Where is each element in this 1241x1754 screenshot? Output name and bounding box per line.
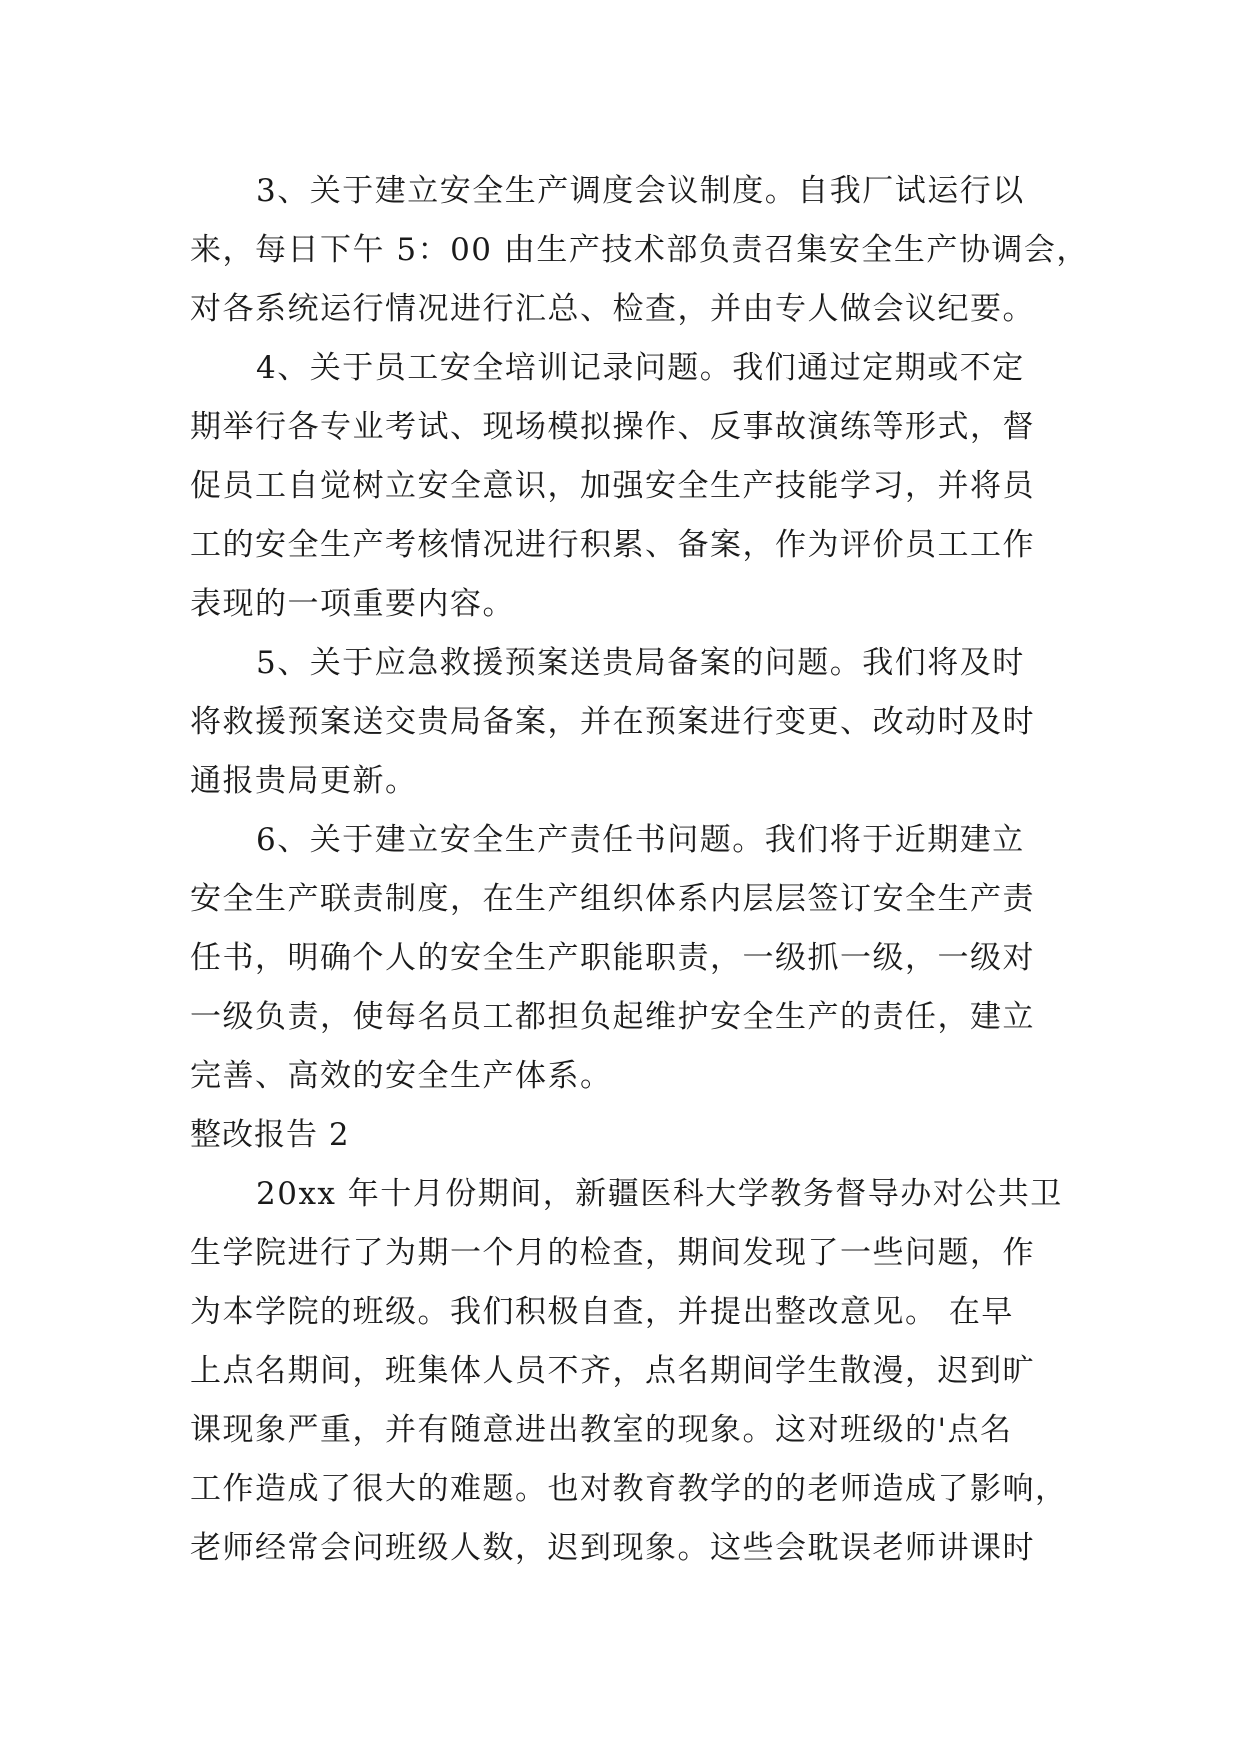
text-line: 生学院进行了为期一个月的检查，期间发现了一些问题，作: [190, 1235, 1035, 1271]
text-line: 工的安全生产考核情况进行积累、备案，作为评价员工工作: [190, 527, 1035, 563]
text-line: 表现的一项重要内容。: [190, 586, 515, 622]
text-line: 安全生产联责制度，在生产组织体系内层层签订安全生产责: [190, 881, 1035, 917]
text-line: 促员工自觉树立安全意识，加强安全生产技能学习，并将员: [190, 468, 1035, 504]
text-line: 工作造成了很大的难题。也对教育教学的的老师造成了影响，: [190, 1471, 1068, 1507]
text-line: 3、关于建立安全生产调度会议制度。自我厂试运行以: [256, 173, 1025, 209]
text-line: 课现象严重，并有随意进出教室的现象。这对班级的'点名: [190, 1412, 1013, 1448]
text-line: 将救援预案送交贵局备案，并在预案进行变更、改动时及时: [190, 704, 1035, 740]
text-line: 20xx 年十月份期间，新疆医科大学教务督导办对公共卫: [256, 1176, 1063, 1212]
text-line: 5、关于应急救援预案送贵局备案的问题。我们将及时: [256, 645, 1025, 681]
section-heading: 整改报告 2: [190, 1117, 350, 1153]
text-line: 老师经常会问班级人数，迟到现象。这些会耽误老师讲课时: [190, 1530, 1035, 1566]
text-line: 一级负责，使每名员工都担负起维护安全生产的责任，建立: [190, 999, 1035, 1035]
document-body: [190, 162, 1089, 1578]
text-line: 上点名期间，班集体人员不齐，点名期间学生散漫，迟到旷: [190, 1353, 1035, 1389]
text-line: 来，每日下午 5：00 由生产技术部负责召集安全生产协调会，: [190, 232, 1089, 268]
text-line: 4、关于员工安全培训记录问题。我们通过定期或不定: [256, 350, 1025, 386]
text-line: 6、关于建立安全生产责任书问题。我们将于近期建立: [256, 822, 1025, 858]
text-line: 期举行各专业考试、现场模拟操作、反事故演练等形式，督: [190, 409, 1035, 445]
text-line: 为本学院的班级。我们积极自查，并提出整改意见。 在早: [190, 1294, 1014, 1330]
text-line: 通报贵局更新。: [190, 763, 418, 799]
text-line: 任书，明确个人的安全生产职能职责，一级抓一级，一级对: [190, 940, 1035, 976]
text-line: 对各系统运行情况进行汇总、检查，并由专人做会议纪要。: [190, 291, 1035, 327]
text-line: 完善、高效的安全生产体系。: [190, 1058, 613, 1094]
